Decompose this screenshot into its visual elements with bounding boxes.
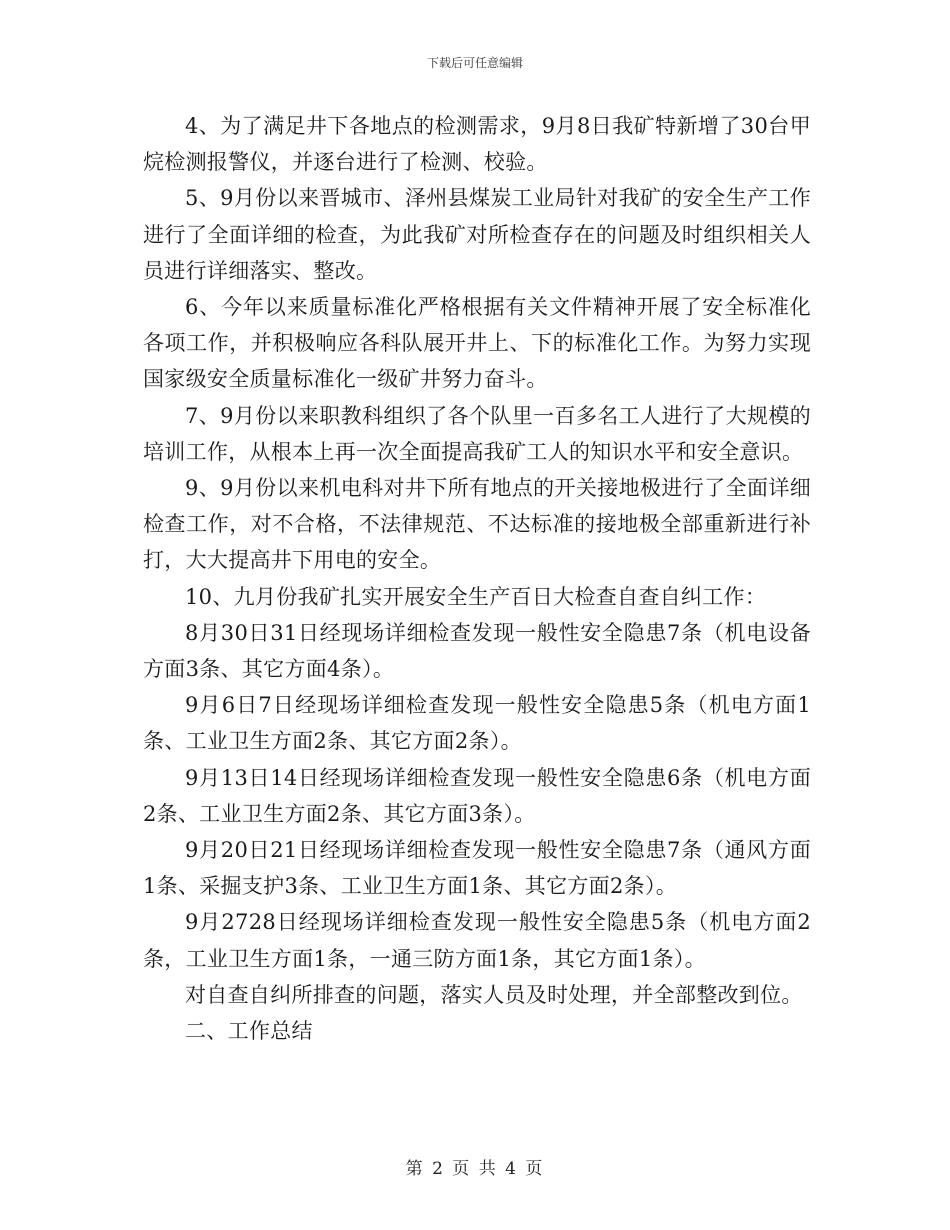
inspection-record-sep-20: 9月20日21日经现场详细检查发现一般性安全隐患7条（通风方面1条、采掘支护3条、工业卫生方面1条、其它方面2条）。: [143, 838, 811, 899]
page-header: 下载后可任意编辑: [426, 56, 523, 70]
paragraph-item-7: 7、9月份以来职教科组织了各个队里一百多名工人进行了大规模的培训工作，从根本上再一次全面提高我矿工人的知识水平和安全意识。: [143, 403, 811, 464]
paragraph-item-4: 4、为了满足井下各地点的检测需求，9月8日我矿特新增了30台甲烷检测报警仪，并逐台进行了检测、校验。: [143, 114, 811, 175]
section-heading-work-summary: 二、工作总结: [185, 1019, 313, 1044]
inspection-record-aug-30: 8月30日31日经现场详细检查发现一般性安全隐患7条（机电设备方面3条、其它方面4条）。: [143, 620, 811, 682]
rectification-summary: 对自查自纠所排查的问题，落实人员及时处理，并全部整改到位。: [185, 982, 803, 1007]
inspection-record-sep-13: 9月13日14日经现场详细检查发现一般性安全隐患6条（机电方面2条、工业卫生方面2条、其它方面3条）。: [143, 765, 811, 826]
inspection-record-sep-27: 9月2728日经现场详细检查发现一般性安全隐患5条（机电方面2条，工业卫生方面1条，一通三防方面1条，其它方面1条）。: [143, 910, 811, 971]
paragraph-item-5: 5、9月份以来晋城市、泽州县煤炭工业局针对我矿的安全生产工作进行了全面详细的检查，为此我矿对所检查存在的问题及时组织相关人员进行详细落实、整改。: [143, 186, 811, 283]
page-number-footer: 第 2 页 共 4 页: [405, 1159, 545, 1179]
document-body: [143, 108, 811, 1049]
paragraph-item-6: 6、今年以来质量标准化严格根据有关文件精神开展了安全标准化各项工作，并积极响应各科队展开井上、下的标准化工作。为努力实现国家级安全质量标准化一级矿井努力奋斗。: [143, 295, 811, 392]
paragraph-item-10: 10、九月份我矿扎实开展安全生产百日大检查自查自纠工作：: [185, 584, 767, 609]
paragraph-item-9: 9、9月份以来机电科对井下所有地点的开关接地极进行了全面详细检查工作，对不合格，不法律规范、不达标准的接地极全部重新进行补打，大大提高井下用电的安全。: [143, 476, 811, 573]
inspection-record-sep-6: 9月6日7日经现场详细检查发现一般性安全隐患5条（机电方面1条、工业卫生方面2条、其它方面2条）。: [143, 693, 811, 754]
